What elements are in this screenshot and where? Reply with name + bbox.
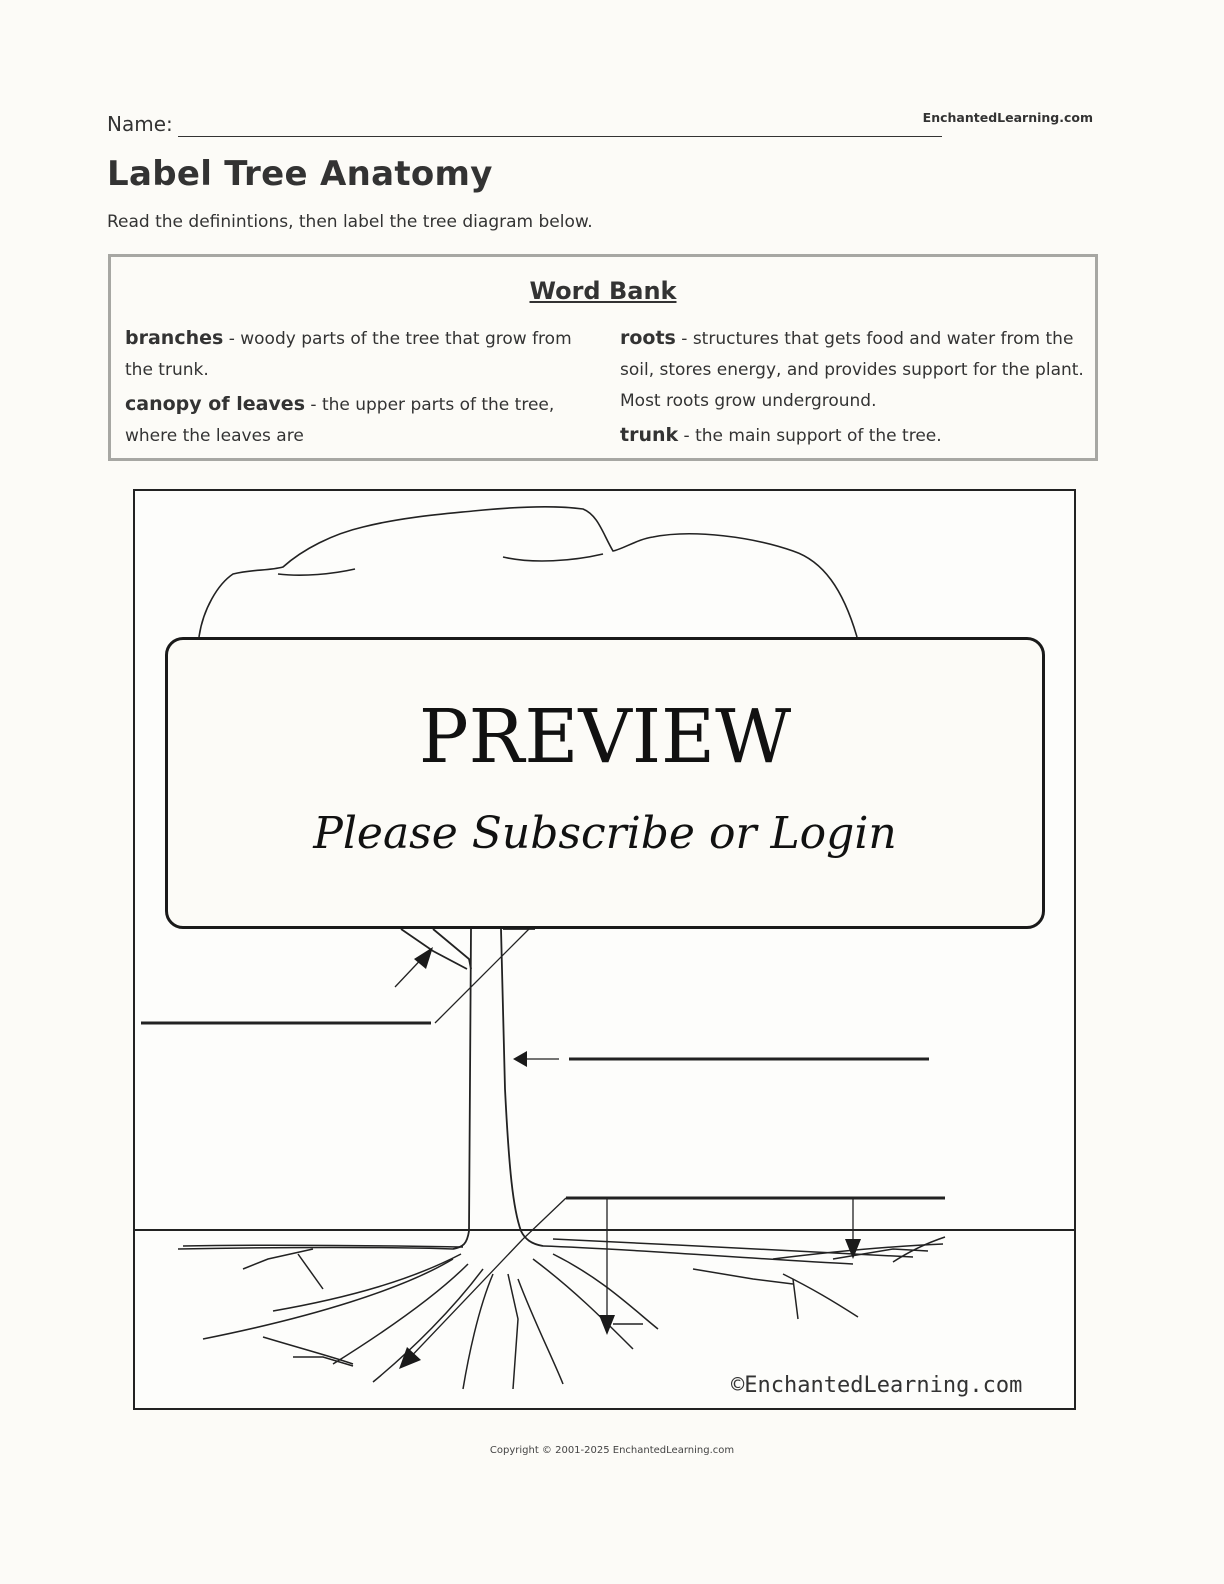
definition-trunk: - the main support of the tree. [678,426,942,446]
word-bank [108,254,1098,461]
word-bank-entry-branches [125,323,573,386]
definition-roots: - structures that gets food and water from the soil, stores energy, and provides support for the plant. Most roots grow underground. [620,329,1084,411]
word-bank-right-column [620,323,1085,455]
name-row [107,108,1107,142]
word-bank-entry-canopy [125,389,573,452]
word-bank-title: Word Bank [529,277,677,305]
definition-canopy: - the upper parts of the tree, where the leaves are [125,395,555,446]
preview-overlay[interactable] [165,637,1045,929]
diagram-credit: ©EnchantedLearning.com [731,1373,1023,1398]
page-title: Label Tree Anatomy [107,154,493,194]
instructions: Read the definintions, then label the tree diagram below. [107,212,593,232]
term-canopy: canopy of leaves [125,393,305,415]
definition-branches: - woody parts of the tree that grow from the trunk. [125,329,572,380]
term-trunk: trunk [620,424,679,446]
site-name[interactable]: EnchantedLearning.com [922,110,1093,125]
preview-title: PREVIEW [418,694,792,780]
word-bank-entry-roots [620,323,1085,417]
name-answer-line[interactable] [178,136,942,137]
word-bank-entry-trunk [620,420,1085,452]
term-branches: branches [125,327,224,349]
name-label: Name: [107,112,173,136]
tree-diagram [133,489,1077,1411]
tree-illustration [133,489,1077,1411]
word-bank-left-column [125,323,573,455]
footer-copyright: Copyright © 2001-2025 EnchantedLearning.com [489,1445,735,1456]
preview-subtitle[interactable]: Please Subscribe or Login [313,808,897,859]
term-roots: roots [620,327,676,349]
